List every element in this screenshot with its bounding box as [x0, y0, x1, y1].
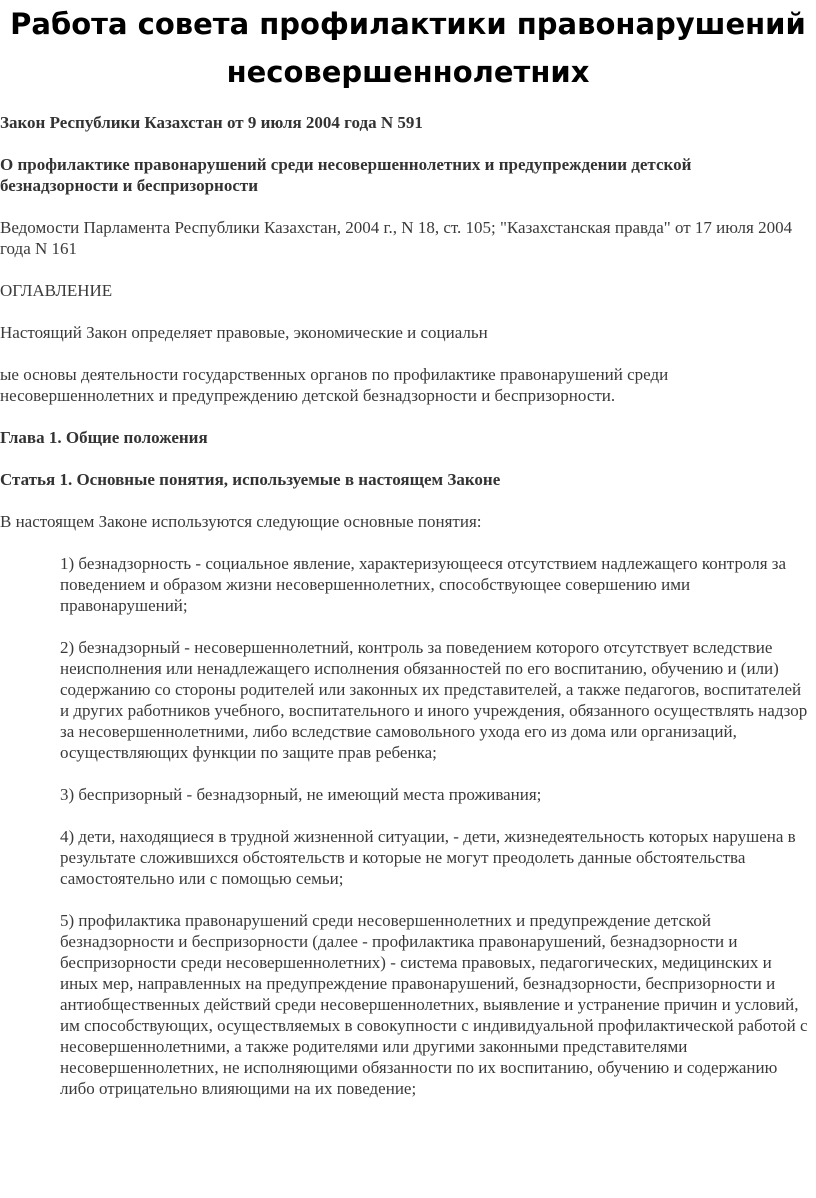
document-body [0, 112, 814, 1120]
page-title: Работа совета профилактики правонарушений несовершеннолетних [10, 7, 806, 89]
intro-paragraph-part1: Настоящий Закон определяет правовые, экономические и социальн [0, 323, 488, 342]
definition-item: 1) безнадзорность - социальное явление, характеризующееся отсутствием надлежащего контроля за поведением и образом жизни несовершеннолетних, способствующее совершению ими правонарушений; [60, 554, 787, 615]
article-heading: Статья 1. Основные понятия, используемые в настоящем Законе [0, 470, 501, 489]
intro-paragraph-part2: ые основы деятельности государственных органов по профилактике правонарушений среди несовершеннолетних и предупреждению детской безнадзорности и беспризорности. [0, 365, 669, 405]
table-of-contents-heading: ОГЛАВЛЕНИЕ [0, 281, 113, 300]
law-subject: О профилактике правонарушений среди несовершеннолетних и предупреждении детской безнадзорности и беспризорности [0, 155, 692, 195]
definition-item: 3) беспризорный - безнадзорный, не имеющий места проживания; [60, 785, 542, 804]
article-lead: В настоящем Законе используются следующие основные понятия: [0, 512, 482, 531]
law-header: Закон Республики Казахстан от 9 июля 2004 года N 591 [0, 113, 423, 132]
source-reference: Ведомости Парламента Республики Казахстан, 2004 г., N 18, ст. 105; "Казахстанская правда" от 17 июля 2004 года N 161 [0, 218, 793, 258]
definition-item: 5) профилактика правонарушений среди несовершеннолетних и предупреждение детской безнадзорности и беспризорности (далее - профилактика правонарушений, безнадзорности и беспризорности среди несовершеннолетних) - система правовых, педагогических, медицинских и иных мер, направленных на предупреждение правонарушений, безнадзорности, беспризорности и антиобщественных действий среди несовершеннолетних, выявление и устранение причин и условий, им способствующих, осуществляемых в совокупности с индивидуальной профилактической работой с несовершеннолетними, а также родителями или другими законными представителями несовершеннолетних, не исполняющими обязанности по их воспитанию, обучению и содержанию либо отрицательно влияющими на их поведение; [60, 911, 808, 1098]
definition-item: 4) дети, находящиеся в трудной жизненной ситуации, - дети, жизнедеятельность которых нарушена в результате сложившихся обстоятельств и которые не могут преодолеть данные обстоятельства самостоятельно или с помощью семьи; [60, 827, 796, 888]
chapter-heading: Глава 1. Общие положения [0, 428, 208, 447]
definition-item: 2) безнадзорный - несовершеннолетний, контроль за поведением которого отсутствует вследствие неисполнения или ненадлежащего исполнения обязанностей по его воспитанию, обучению и (или) содержанию со стороны родителей или законных их представителей, а также педагогов, воспитателей и других работников учебного, воспитательного и иного учреждения, обязанного осуществлять надзор за несовершеннолетними, либо вследствие самовольного ухода его из дома или организаций, осуществляющих функции по защите прав ребенка; [60, 638, 808, 762]
